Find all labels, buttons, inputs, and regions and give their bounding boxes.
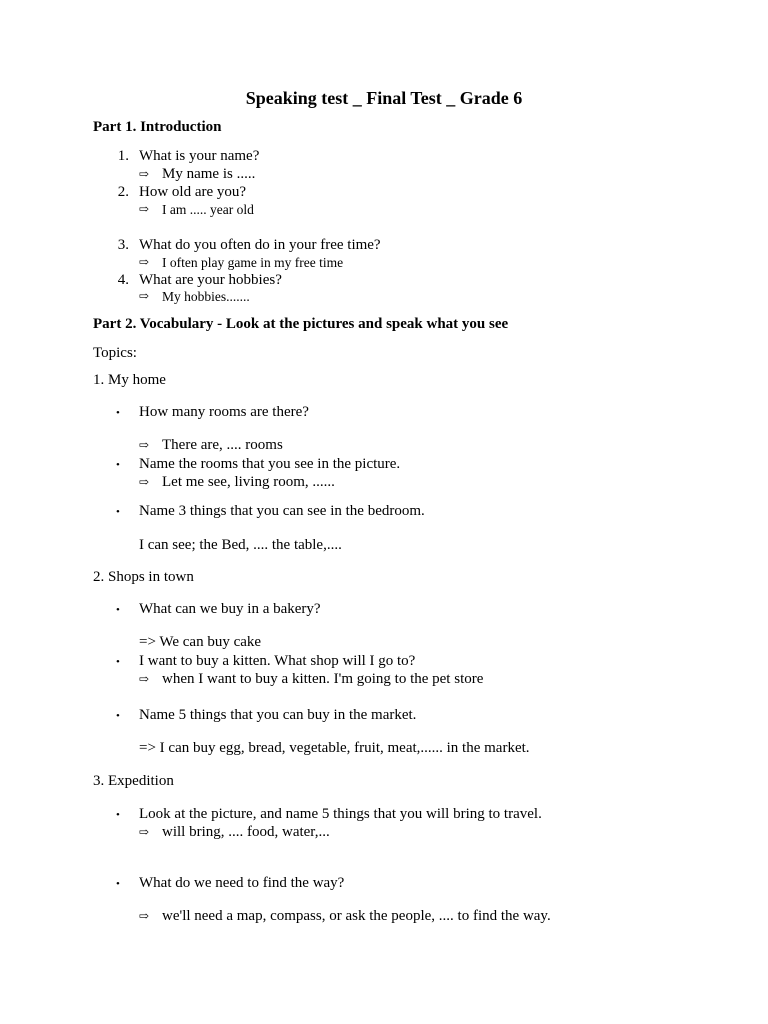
item-number: 3.	[117, 237, 129, 253]
arrow-icon: ⇨	[139, 289, 150, 303]
answer: will bring, .... food, water,...	[162, 824, 330, 840]
topic-title: 3. Expedition	[93, 773, 174, 789]
question: What are your hobbies?	[139, 272, 282, 288]
answer: I am ..... year old	[162, 202, 254, 217]
question: How old are you?	[139, 184, 247, 200]
question: What is your name?	[139, 148, 260, 164]
question: What do we need to find the way?	[139, 875, 345, 891]
answer: we'll need a map, compass, or ask the people, .... to find the way.	[162, 908, 551, 924]
question: Name 5 things that you can buy in the market.	[139, 707, 417, 723]
part1-heading: Part 1. Introduction	[93, 119, 222, 135]
bullet-icon: •	[116, 459, 120, 471]
answer: I often play game in my free time	[162, 255, 344, 270]
arrow-icon: ⇨	[139, 475, 150, 489]
item-number: 4.	[117, 272, 129, 288]
bullet-icon: •	[116, 407, 120, 419]
item-number: 1.	[117, 148, 129, 164]
answer: => I can buy egg, bread, vegetable, fruit, meat,...... in the market.	[139, 740, 530, 756]
question: What do you often do in your free time?	[139, 237, 381, 253]
question: Name the rooms that you see in the picture.	[139, 456, 401, 472]
arrow-icon: ⇨	[139, 438, 150, 452]
answer: My hobbies.......	[162, 289, 250, 304]
page-title: Speaking test _ Final Test _ Grade 6	[245, 88, 523, 108]
question: How many rooms are there?	[139, 404, 309, 420]
answer: There are, .... rooms	[162, 437, 283, 453]
answer: I can see; the Bed, .... the table,....	[139, 537, 342, 553]
arrow-icon: ⇨	[139, 202, 150, 216]
arrow-icon: ⇨	[139, 255, 150, 269]
arrow-icon: ⇨	[139, 672, 150, 686]
bullet-icon: •	[116, 656, 120, 668]
answer: => We can buy cake	[139, 634, 262, 650]
arrow-icon: ⇨	[139, 167, 150, 181]
bullet-icon: •	[116, 878, 120, 890]
topics-label: Topics:	[93, 345, 137, 361]
question: What can we buy in a bakery?	[139, 601, 321, 617]
bullet-icon: •	[116, 506, 120, 518]
answer: Let me see, living room, ......	[162, 474, 335, 490]
arrow-icon: ⇨	[139, 909, 150, 923]
part2-heading: Part 2. Vocabulary - Look at the pictures and speak what you see	[93, 316, 509, 332]
question: Look at the picture, and name 5 things that you will bring to travel.	[139, 806, 542, 822]
topic-title: 1. My home	[93, 372, 166, 388]
arrow-icon: ⇨	[139, 825, 150, 839]
answer: My name is .....	[162, 166, 256, 182]
bullet-icon: •	[116, 710, 120, 722]
answer: when I want to buy a kitten. I'm going to the pet store	[162, 671, 484, 687]
question: I want to buy a kitten. What shop will I go to?	[139, 653, 416, 669]
question: Name 3 things that you can see in the bedroom.	[139, 503, 425, 519]
topic-title: 2. Shops in town	[93, 569, 194, 585]
bullet-icon: •	[116, 809, 120, 821]
item-number: 2.	[117, 184, 129, 200]
bullet-icon: •	[116, 604, 120, 616]
